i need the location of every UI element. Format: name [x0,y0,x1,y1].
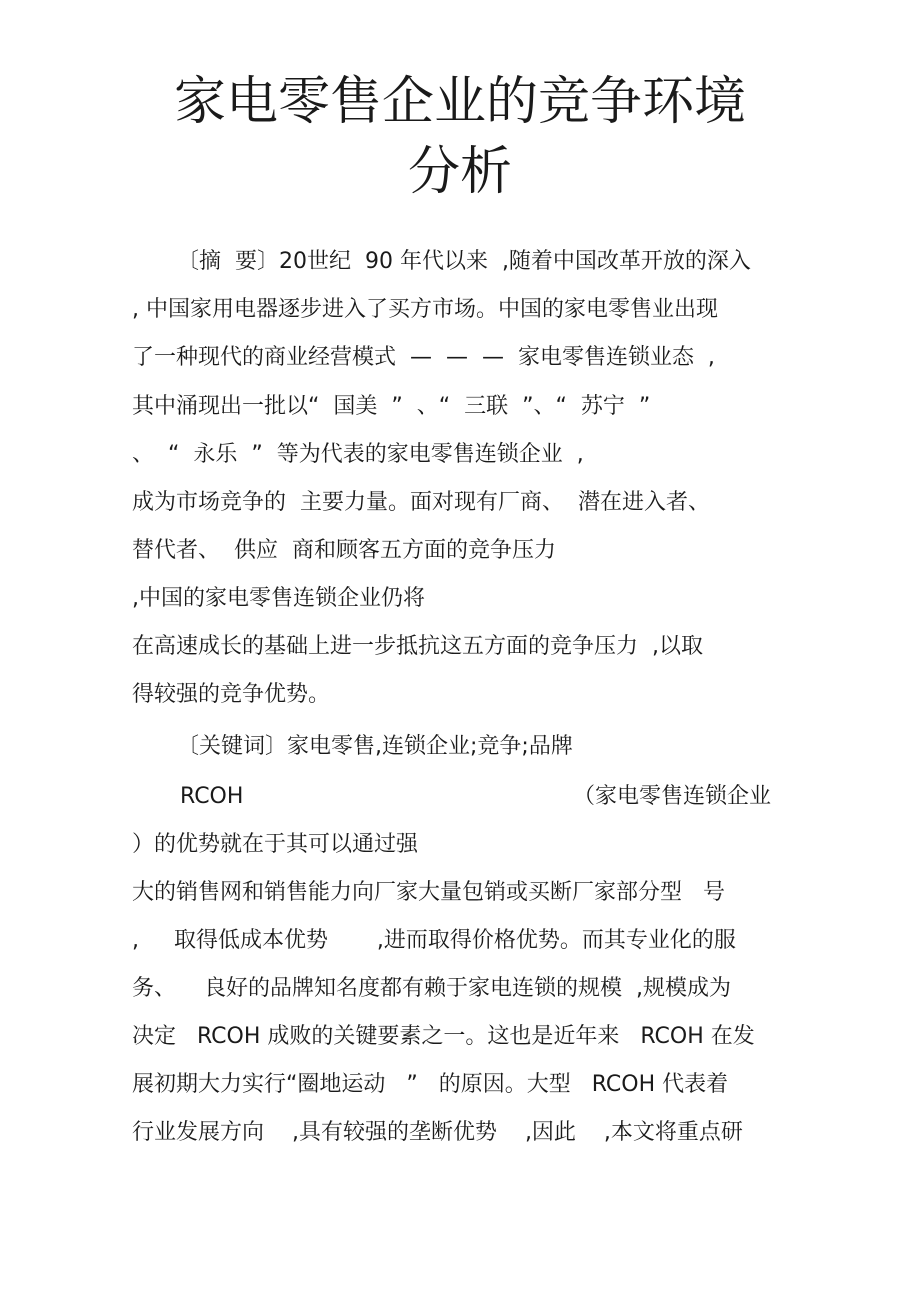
body-line-1: ）的优势就在于其可以通过强 [132,832,419,857]
abstract-line-6: 成为市场竞争的 主要力量。面对现有厂商、 潜在进入者、 [132,490,710,515]
abstract-line-5: 、 “ 永乐 ” 等为代表的家电零售连锁企业 , [132,442,584,467]
body-line-rcoh: RCOH [180,784,244,809]
abstract-line-4: 其中涌现出一批以“ 国美 ” 、“ 三联 ”、“ 苏宁 ” [132,394,651,419]
abstract-line-8: ,中国的家电零售连锁企业仍将 [132,586,425,611]
abstract-line-2: , 中国家用电器逐步进入了买方市场。中国的家电零售业出现 [132,297,718,322]
body-line-2: 大的销售网和销售能力向厂家大量包销或买断厂家部分型 号 [132,880,725,905]
abstract-line-9: 在高速成长的基础上进一步抵抗这五方面的竞争压力 ,以取 [132,634,703,659]
body-line-4: 务、 良好的品牌知名度都有赖于家电连锁的规模 ,规模成为 [132,976,731,1001]
abstract-line-1: 〔摘 要〕20世纪 90 年代以来 ,随着中国改革开放的深入 [177,249,751,274]
body-line-7: 行业发展方向 ,具有较强的垄断优势 ,因此 ,本文将重点研 [132,1120,743,1145]
keywords-line: 〔关键词〕家电零售,连锁企业;竞争;品牌 [177,734,573,759]
body-line-3: , 取得低成本优势 ,进而取得价格优势。而其专业化的服 [132,928,736,953]
abstract-line-7: 替代者、 供应 商和顾客五方面的竞争压力 [132,538,556,563]
body-line-5: 决定 RCOH 成败的关键要素之一。这也是近年来 RCOH 在发 [132,1024,755,1049]
document-title-line-2: 分析 [407,142,512,202]
abstract-line-3: 了一种现代的商业经营模式 — — — 家电零售连锁业态 , [132,345,715,370]
body-line-6: 展初期大力实行“圈地运动 ” 的原因。大型 RCOH 代表着 [132,1072,729,1097]
abstract-line-10: 得较强的竞争优势。 [132,682,331,707]
body-line-rcoh-definition: （家电零售连锁企业 [573,784,772,809]
document-title-line-1: 家电零售企业的竞争环境 [173,72,746,132]
